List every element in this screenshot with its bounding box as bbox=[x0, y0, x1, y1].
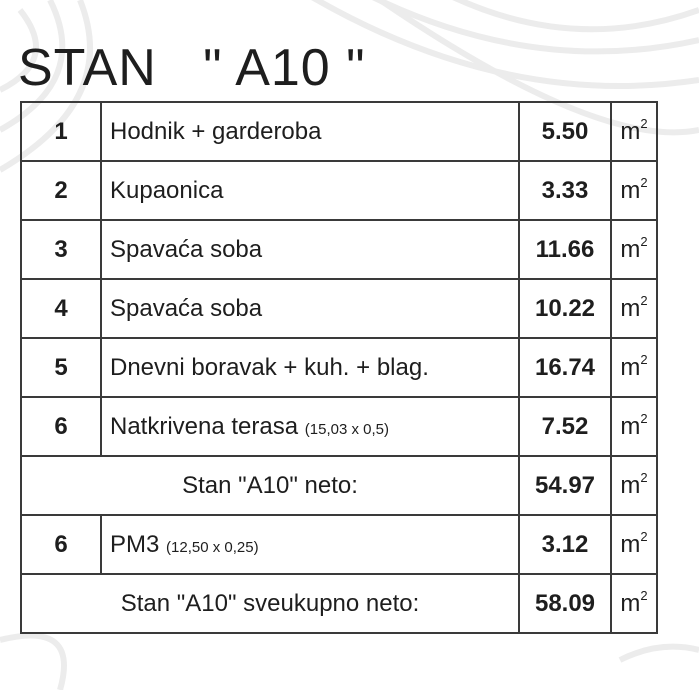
table-row bbox=[21, 161, 657, 220]
subtotal-label: Stan "A10" neto: bbox=[21, 456, 519, 515]
room-name: Hodnik + garderoba bbox=[101, 102, 519, 161]
subtotal-row bbox=[21, 456, 657, 515]
subtotal-value: 54.97 bbox=[519, 456, 611, 515]
table-row bbox=[21, 397, 657, 456]
area-value: 3.12 bbox=[519, 515, 611, 574]
area-value: 10.22 bbox=[519, 279, 611, 338]
area-unit: $m^2$ bbox=[611, 161, 657, 220]
table-row bbox=[21, 279, 657, 338]
room-name: Kupaonica bbox=[101, 161, 519, 220]
row-number: 1 bbox=[21, 102, 101, 161]
room-name: Natkrivena terasa (15,03 x 0,5) bbox=[101, 397, 519, 456]
area-value: 5.50 bbox=[519, 102, 611, 161]
table-row bbox=[21, 102, 657, 161]
total-label: Stan "A10" sveukupno neto: bbox=[21, 574, 519, 633]
area-unit: $m^2$ bbox=[611, 102, 657, 161]
table-row bbox=[21, 338, 657, 397]
area-unit: $m^2$ bbox=[611, 456, 657, 515]
area-value: 16.74 bbox=[519, 338, 611, 397]
room-name: Spavaća soba bbox=[101, 220, 519, 279]
room-name: Dnevni boravak + kuh. + blag. bbox=[101, 338, 519, 397]
row-number: 5 bbox=[21, 338, 101, 397]
row-number: 6 bbox=[21, 397, 101, 456]
area-unit: $m^2$ bbox=[611, 397, 657, 456]
table-row bbox=[21, 515, 657, 574]
area-value: 7.52 bbox=[519, 397, 611, 456]
row-number: 3 bbox=[21, 220, 101, 279]
table-row bbox=[21, 220, 657, 279]
area-unit: $m^2$ bbox=[611, 574, 657, 633]
area-unit: $m^2$ bbox=[611, 279, 657, 338]
area-unit: $m^2$ bbox=[611, 515, 657, 574]
area-value: 3.33 bbox=[519, 161, 611, 220]
area-unit: $m^2$ bbox=[611, 220, 657, 279]
area-value: 11.66 bbox=[519, 220, 611, 279]
page-title: STAN " A10 " bbox=[18, 39, 366, 97]
room-name: Spavaća soba bbox=[101, 279, 519, 338]
row-number: 4 bbox=[21, 279, 101, 338]
area-unit: $m^2$ bbox=[611, 338, 657, 397]
row-number: 6 bbox=[21, 515, 101, 574]
row-number: 2 bbox=[21, 161, 101, 220]
area-table bbox=[20, 101, 658, 634]
total-value: 58.09 bbox=[519, 574, 611, 633]
room-name: PM3 (12,50 x 0,25) bbox=[101, 515, 519, 574]
total-row bbox=[21, 574, 657, 633]
